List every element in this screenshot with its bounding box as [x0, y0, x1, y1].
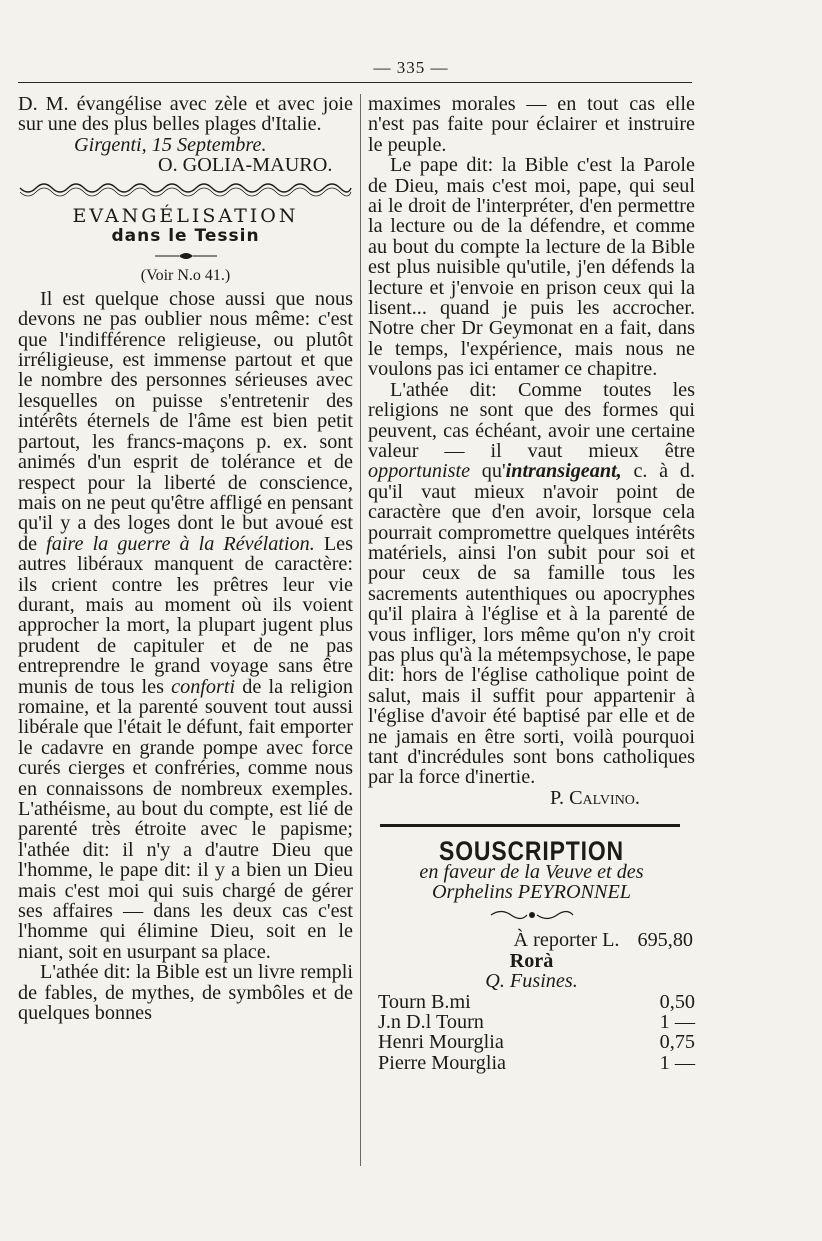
list-item	[368, 992, 695, 1012]
entry-name: J.n D.l Tourn	[378, 1011, 484, 1034]
paragraph-1-text-b: Les autres libéraux manquent de caractère: ils crient contre les prêtres leur vie durant, mais au moment où ils voient approcher la mort, la plupart jugent plus prudent de capituler et de ne pas entreprendre le grand voyage sans être munis de tous les	[18, 532, 353, 698]
pope-paragraph: Le pape dit: la Bible c'est la Parole de Dieu, mais c'est moi, pape, qui seul ai le droit de l'interpréter, d'en permettre la lecture ou de la défendre, et comme au bout du compte la lecture de la Bible est plus nuisible qu'utile, j'en défends la lecture et j'envoie en prison ceux qui la lisent... quand je puis les accrocher. Notre cher Dr Geymonat en a fait, dans le temps, l'expérience, mais nous ne voulons pas ici entamer ce chapitre.	[368, 154, 695, 381]
author-calvino: P. Calvino.	[550, 786, 640, 809]
athee-text-qu: qu'	[470, 460, 506, 483]
wave-separator	[18, 182, 353, 200]
place-date: Girgenti, 15 Septembre.	[74, 133, 267, 156]
entry-amount: 1 —	[659, 1051, 695, 1074]
entry-amount: 0,75	[659, 1031, 695, 1054]
dash-ornament	[18, 248, 353, 264]
paragraph-1-italic-2: conforti	[171, 675, 236, 698]
author-signature: O. GOLIA-MAURO.	[158, 154, 333, 177]
carry-amount: 695,80	[637, 929, 693, 952]
subplace-heading: Q. Fusines.	[485, 970, 578, 993]
list-item	[368, 1012, 695, 1032]
athee-paragraph	[368, 380, 695, 788]
athee-italic-opportuniste: opportuniste	[368, 460, 471, 483]
column-divider	[360, 94, 361, 1166]
athee-italic-intransigeant: intransigeant,	[505, 460, 622, 483]
paragraph-1-text-c: de la religion romaine, et la parenté souvent tout aussi libérale que l'était le défunt, fait emporter le cadavre en grande pompe avec force curés cierges et confréries, comme nous en connaissons de nombreux exemples. L'athéisme, au bout du compte, est lié de parenté très étroite avec le papisme; l'athée dit: il n'y a d'autre Dieu que l'homme, le pape dit: il y a bien un Dieu mais c'est moi qui suis chargé de gérer ses affaires — dans les deux cas c'est l'homme qui élimine Dieu, soit en le niant, soit en usurpant sa place.	[18, 675, 353, 963]
paragraph-2: L'athée dit: la Bible est un livre rempli de fables, de mythes, de symbôles et de quelques bonnes	[18, 961, 353, 1025]
reference-note: (Voir N.o 41.)	[140, 267, 231, 285]
athee-text-b: c. à d. qu'il vaut mieux n'avoir point de caractère que d'en avoir, lorsque cela pourrait compromettre quelques intérêts matériels, ainsi l'on subit pour soi et pour ceux de sa famille tous les sacrements autenthiques ou apocryphes qu'il plaira à l'église et à la parenté de vous infliger, lors même qu'on n'y croit pas plus qu'à la métempsychose, le pape dit: hors de l'église catholique point de salut, mais il suffit pour appartenir à l'église d'avoir été baptisé par elle et de ne jamais en être sorti, voilà pourquoi tant d'incrédules sont bons catholiques par la force d'inertie.	[368, 460, 695, 789]
paragraph-1-italic: faire la guerre à la Révélation.	[46, 532, 315, 555]
intro-paragraph: D. M. évangélise avec zèle et avec joie sur une des plus belles plages d'Italie.	[18, 93, 353, 136]
subscription-rule	[380, 824, 680, 827]
subscription-list	[368, 992, 695, 1074]
paragraph-1-text-a: Il est quelque chose aussi que nous devons ne pas oublier nous même: c'est que l'indifférence religieuse, ou plutôt irréligieuse, est immense partout et que le nombre des personnes sérieuses avec lesquelles on puisse s'entretenir des intérêts éternels de l'âme est bien petit partout, les francs-maçons p. ex. sont animés d'un esprit de tolérance et de respect pour la liberté de conscience, mais on ne peut qu'être affligé en pensant qu'il y a des loges dont le but avoué est de	[18, 287, 353, 555]
entry-name: Tourn B.mi	[378, 990, 471, 1013]
list-item	[368, 1053, 695, 1073]
athee-text-a: L'athée dit: Comme toutes les religions ne sont que des formes qui peuvent, cas échéant, avoir une certaine valeur — il vaut mieux être	[368, 378, 695, 462]
subscription-line-2: Orphelins PEYRONNEL	[431, 881, 632, 904]
entry-amount: 1 —	[659, 1011, 695, 1034]
right-column	[368, 94, 695, 1073]
list-item	[368, 1032, 695, 1052]
page-number: — 335 —	[373, 58, 449, 77]
flourish-ornament	[368, 906, 695, 924]
place-heading: Rorà	[509, 949, 554, 972]
entry-name: Pierre Mourglia	[378, 1051, 507, 1074]
continuation-paragraph: maximes morales — en tout cas elle n'est pas faite pour éclairer et instruire le peuple.	[368, 93, 695, 156]
subscription-title: SOUSCRIPTION	[439, 836, 624, 867]
header-rule	[18, 82, 692, 83]
section-subtitle: dans le Tessin	[111, 226, 260, 247]
entry-amount: 0,50	[659, 990, 695, 1013]
paragraph-1	[18, 289, 353, 962]
section-title: EVANGÉLISATION	[72, 204, 299, 227]
entry-name: Henri Mourglia	[378, 1031, 504, 1054]
carry-label: À reporter L.	[513, 929, 620, 952]
left-column	[18, 94, 353, 1023]
carry-forward-row	[368, 930, 695, 950]
subscription-line-1: en faveur de la Veuve et des	[419, 860, 644, 883]
